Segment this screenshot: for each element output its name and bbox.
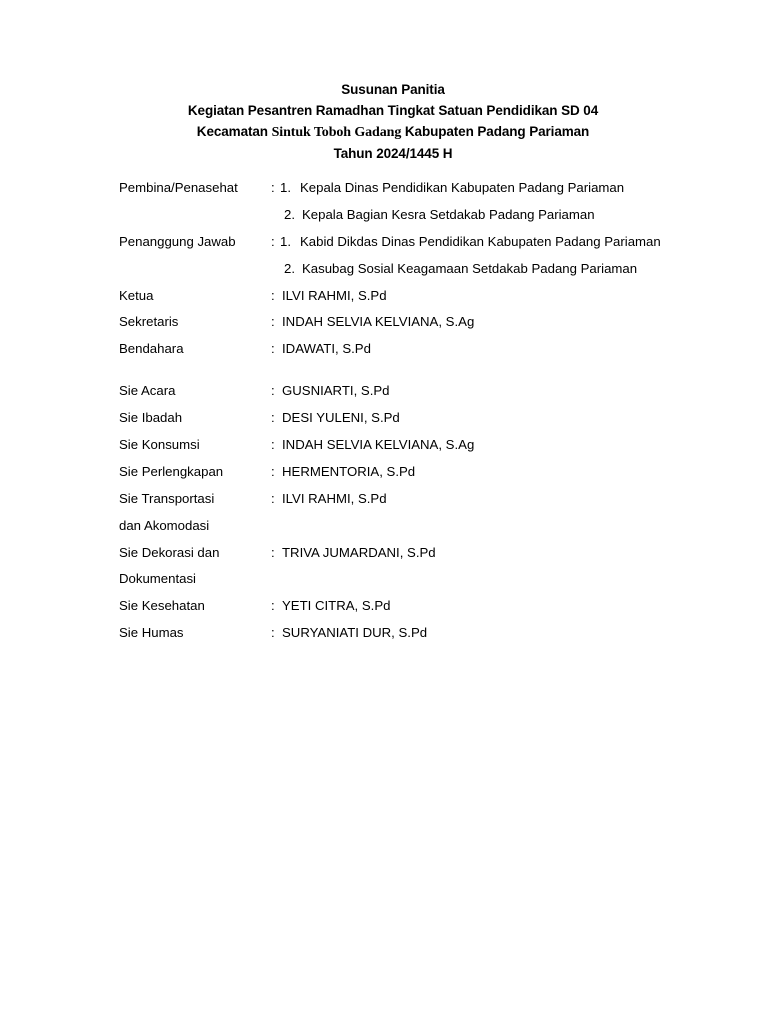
row-colon: : bbox=[271, 544, 275, 560]
row-sie-ibadah bbox=[119, 407, 739, 434]
item-text: Kepala Dinas Pendidikan Kabupaten Padang Pariaman bbox=[300, 180, 625, 195]
row-colon: : bbox=[271, 180, 275, 195]
row-label: Sie Transportasi bbox=[119, 490, 215, 506]
row-pembina bbox=[119, 177, 739, 204]
section-gap bbox=[119, 365, 739, 380]
row-value: TRIVA JUMARDANI, S.Pd bbox=[282, 544, 436, 560]
row-value: ILVI RAHMI, S.Pd bbox=[282, 287, 387, 303]
header-location-suffix: Kabupaten Padang Pariaman bbox=[401, 124, 590, 139]
row-label: Sie Konsumsi bbox=[119, 437, 200, 453]
row-sie-dekorasi bbox=[119, 542, 739, 569]
row-sie-konsumsi bbox=[119, 434, 739, 461]
row-ketua bbox=[119, 285, 739, 312]
header-title: Susunan Panitia bbox=[341, 82, 445, 97]
row-label: Sie Ibadah bbox=[119, 410, 183, 426]
row-label: Ketua bbox=[119, 287, 154, 303]
item-number: 1. bbox=[280, 233, 291, 249]
item-number: 1. bbox=[280, 180, 291, 195]
row-sekretaris bbox=[119, 311, 739, 338]
header-event: Kegiatan Pesantren Ramadhan Tingkat Satuan Pendidikan SD 04 bbox=[187, 103, 599, 118]
item-number: 2. bbox=[284, 260, 295, 276]
row-colon: : bbox=[271, 287, 275, 303]
row-sie-kesehatan bbox=[119, 595, 739, 622]
row-colon: : bbox=[271, 625, 275, 641]
row-label: Sie Dekorasi dan bbox=[119, 544, 220, 560]
row-colon: : bbox=[271, 383, 275, 399]
item-text: Kepala Bagian Kesra Setdakab Padang Pariaman bbox=[302, 206, 595, 222]
row-label: Sie Acara bbox=[119, 383, 176, 399]
row-colon: : bbox=[271, 463, 275, 479]
row-penanggung-jawab-2 bbox=[119, 258, 739, 285]
row-label: Pembina/Penasehat bbox=[119, 180, 238, 195]
row-value: DESI YULENI, S.Pd bbox=[282, 410, 400, 426]
row-value: ILVI RAHMI, S.Pd bbox=[282, 490, 387, 506]
row-label-continued: Dokumentasi bbox=[119, 571, 196, 587]
row-colon: : bbox=[271, 437, 275, 453]
row-sie-humas bbox=[119, 622, 739, 649]
row-colon: : bbox=[271, 314, 275, 330]
row-penanggung-jawab bbox=[119, 231, 739, 258]
header-year: Tahun 2024/1445 H bbox=[333, 146, 453, 161]
row-label: Bendahara bbox=[119, 341, 184, 357]
row-colon: : bbox=[271, 598, 275, 614]
row-label: Sie Kesehatan bbox=[119, 598, 205, 614]
row-sie-perlengkapan bbox=[119, 461, 739, 488]
row-value: INDAH SELVIA KELVIANA, S.Ag bbox=[282, 437, 475, 453]
row-label: Sie Humas bbox=[119, 625, 184, 641]
row-bendahara bbox=[119, 338, 739, 365]
row-colon: : bbox=[271, 233, 275, 249]
row-colon: : bbox=[271, 341, 275, 357]
header-location-place: Sintuk Toboh Gadang bbox=[271, 125, 402, 140]
row-label: Sie Perlengkapan bbox=[119, 463, 224, 479]
row-value: INDAH SELVIA KELVIANA, S.Ag bbox=[282, 314, 475, 330]
document-header bbox=[0, 79, 768, 164]
row-value: SURYANIATI DUR, S.Pd bbox=[282, 625, 428, 641]
row-colon: : bbox=[271, 490, 275, 506]
row-label-continued: dan Akomodasi bbox=[119, 517, 210, 533]
item-text: Kabid Dikdas Dinas Pendidikan Kabupaten Padang Pariaman bbox=[300, 233, 661, 249]
committee-list bbox=[119, 177, 739, 649]
row-value: YETI CITRA, S.Pd bbox=[282, 598, 391, 614]
header-location-prefix: Kecamatan bbox=[196, 124, 272, 139]
row-label: Penanggung Jawab bbox=[119, 233, 236, 249]
row-sie-transportasi-cont bbox=[119, 515, 739, 542]
row-label: Sekretaris bbox=[119, 314, 179, 330]
row-value: HERMENTORIA, S.Pd bbox=[282, 463, 416, 479]
row-value: IDAWATI, S.Pd bbox=[282, 341, 371, 357]
row-sie-transportasi bbox=[119, 488, 739, 515]
row-sie-dekorasi-cont bbox=[119, 568, 739, 595]
row-value: GUSNIARTI, S.Pd bbox=[282, 383, 390, 399]
row-sie-acara bbox=[119, 380, 739, 407]
header-location bbox=[0, 121, 768, 143]
row-colon: : bbox=[271, 410, 275, 426]
row-pembina-2 bbox=[119, 204, 739, 231]
item-number: 2. bbox=[284, 206, 295, 222]
item-text: Kasubag Sosial Keagamaan Setdakab Padang Pariaman bbox=[302, 260, 638, 276]
